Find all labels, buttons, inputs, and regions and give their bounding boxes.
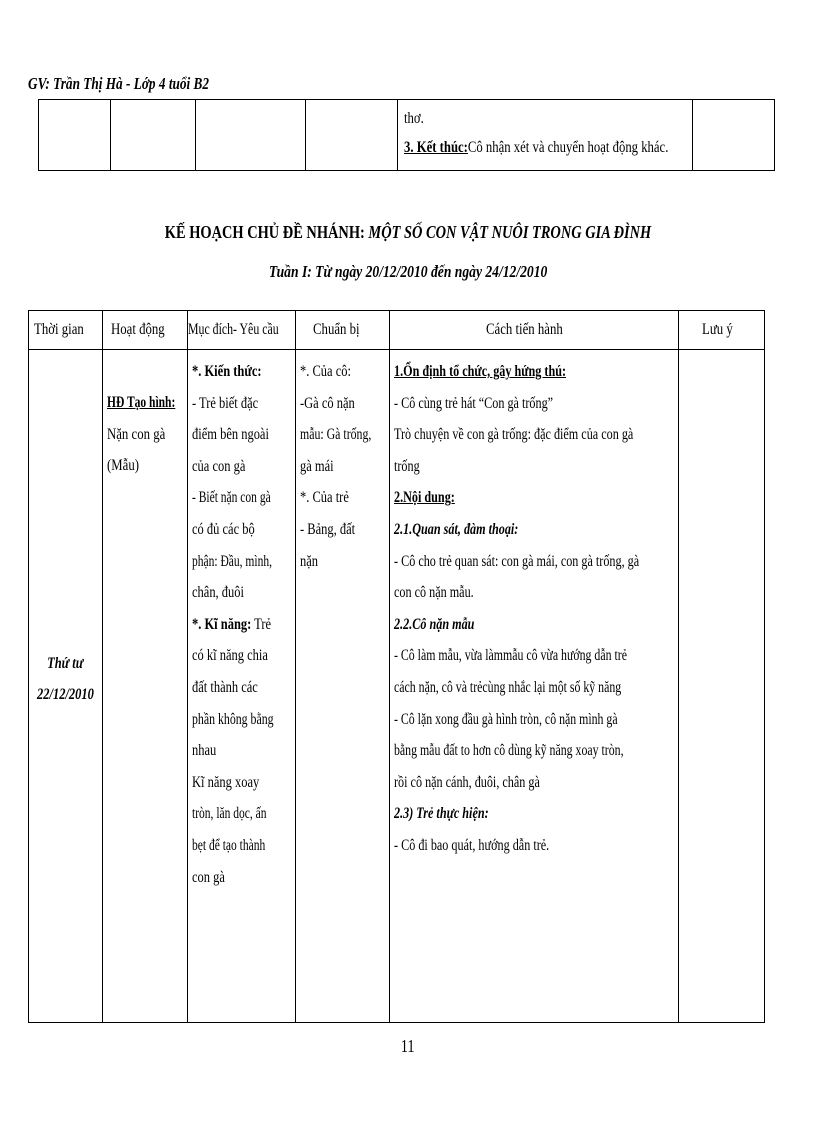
purpose-cell: *. Kiến thức: - Trẻ biết đặc điểm bên ngoài của con gà - Biết nặn con gà có đủ các bộ phận: Đầu, mình, chân, đuôi *. Kĩ năng: Trẻ có kĩ năng chia đất thành các phần không bằng nhau Kĩ năng xoay tròn, lăn dọc, ấn bẹt để tạo thành con gà	[188, 350, 296, 1023]
continuation-line-1: thơ.	[404, 110, 424, 127]
procedure-cell: 1.Ổn định tổ chức, gây hứng thú: - Cô cùng trẻ hát “Con gà trống” Trò chuyện về con gà trống: đặc điểm của con gà trống 2.Nội dung: 2.1.Quan sát, đàm thoại: - Cô cho trẻ quan sát: con gà mái, con gà trống, gà con cô nặn mẫu. 2.2.Cô nặn mẫu - Cô làm mẫu, vừa làmmẫu cô vừa hướng dẫn trẻ cách nặn, cô và trẻcùng nhắc lại một số kỹ năng - Cô lặn xong đầu gà hình tròn, cô nặn mình gà bằng mẫu đất to hơn cô dùng kỹ năng xoay tròn, rồi cô nặn cánh, đuôi, chân gà 2.3) Trẻ thực hiện: - Cô đi bao quát, hướng dẫn trẻ.	[390, 350, 679, 1023]
table-header-row	[29, 311, 765, 350]
col-header-activity: Hoạt động	[103, 311, 188, 350]
page-number: 11	[401, 1036, 415, 1056]
preparation-cell: *. Của cô: -Gà cô nặn mẫu: Gà trống, gà mái *. Của trẻ - Bảng, đất nặn	[296, 350, 390, 1023]
notes-cell	[679, 350, 765, 1023]
plan-title: KẾ HOẠCH CHỦ ĐỀ NHÁNH: MỘT SỐ CON VẬT NUÔI TRONG GIA ĐÌNH	[164, 222, 652, 242]
activity-title: HĐ Tạo hình:	[107, 394, 176, 411]
date: 22/12/2010	[37, 686, 94, 703]
section-2-title: 2.Nội dung:	[394, 489, 455, 507]
date-cell	[29, 350, 103, 1023]
plan-topic: MỘT SỐ CON VẬT NUÔI TRONG GIA ĐÌNH	[368, 222, 652, 242]
col-header-procedure: Cách tiến hành	[390, 311, 679, 350]
week-title: Tuần I: Từ ngày 20/12/2010 đến ngày 24/12/2010	[268, 262, 548, 281]
col-header-time: Thời gian	[29, 311, 103, 350]
knowledge-title: *. Kiến thức:	[192, 363, 262, 380]
lesson-plan-table	[28, 310, 765, 1023]
table-row	[29, 350, 765, 1023]
continuation-table	[38, 99, 775, 171]
col-header-preparation: Chuẩn bị	[296, 311, 390, 350]
continuation-procedure-cell	[398, 100, 693, 171]
page-header: GV: Trần Thị Hà - Lớp 4 tuổi B2	[28, 74, 209, 93]
conclusion-text: Cô nhận xét và chuyển hoạt động khác.	[467, 139, 669, 156]
section-2-1-title: 2.1.Quan sát, đàm thoại:	[394, 520, 519, 538]
activity-cell: HĐ Tạo hình: Nặn con gà (Mẫu)	[103, 350, 188, 1023]
weekday: Thứ tư	[47, 655, 84, 672]
section-2-2-title: 2.2.Cô nặn mẫu	[394, 615, 475, 633]
col-header-purpose: Mục đích- Yêu cầu	[188, 311, 296, 350]
section-2-3-title: 2.3) Trẻ thực hiện:	[394, 805, 489, 823]
col-header-notes: Lưu ý	[679, 311, 765, 350]
section-1-title: 1.Ổn định tổ chức, gây hứng thú:	[394, 363, 567, 380]
conclusion-label: 3. Kết thúc:	[404, 139, 468, 156]
skill-title: *. Kĩ năng:	[192, 615, 252, 633]
